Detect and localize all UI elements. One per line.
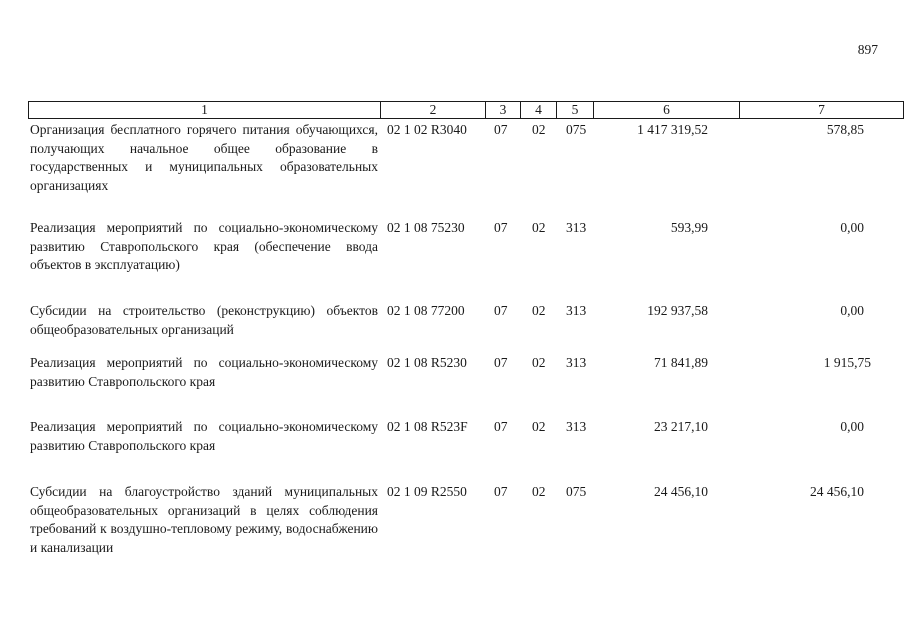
row-description: Субсидии на благоустройство зданий муниципальных общеобразовательных организаций в целях соблюдения требований к воздушно-тепловому режиму, водоснабжению и канализации [30, 484, 378, 555]
row-section: 07 [494, 355, 508, 370]
row-expense-type: 075 [566, 484, 587, 499]
row-section: 07 [494, 122, 508, 137]
row-section: 07 [494, 220, 508, 235]
column-header-2: 2 [381, 102, 486, 119]
column-header-4: 4 [521, 102, 557, 119]
row-code: 02 1 09 R2550 [387, 484, 467, 499]
row-expense-type: 075 [566, 122, 587, 137]
row-subsection: 02 [532, 355, 546, 370]
row-subsection: 02 [532, 419, 546, 434]
row-description: Организация бесплатного горячего питания обучающихся, получающих начальное общее образование в государственных и муниципальных образовательных организациях [30, 122, 378, 193]
column-header-row [29, 102, 904, 119]
row-code: 02 1 02 R3040 [387, 122, 467, 137]
column-header-1: 1 [29, 102, 381, 119]
row-expense-type: 313 [566, 355, 587, 370]
row-planned-amount: 24 456,10 [654, 484, 708, 499]
row-code: 02 1 08 77200 [387, 303, 465, 318]
row-description: Реализация мероприятий по социально-экономическому развитию Ставропольского края (обеспечение ввода объектов в эксплуатацию) [30, 220, 378, 272]
row-expense-type: 313 [566, 220, 587, 235]
column-header-5: 5 [557, 102, 594, 119]
column-header-table [28, 101, 904, 119]
row-expense-type: 313 [566, 419, 587, 434]
row-description: Реализация мероприятий по социально-экономическому развитию Ставропольского края [30, 419, 378, 453]
row-executed-amount: 578,85 [826, 122, 864, 137]
row-executed-amount: 0,00 [840, 303, 864, 318]
column-header-3: 3 [486, 102, 521, 119]
row-executed-amount: 24 456,10 [810, 484, 864, 499]
row-expense-type: 313 [566, 303, 587, 318]
row-section: 07 [494, 303, 508, 318]
row-executed-amount: 0,00 [840, 220, 864, 235]
row-planned-amount: 1 417 319,52 [637, 122, 708, 137]
column-header-7: 7 [740, 102, 904, 119]
row-description: Субсидии на строительство (реконструкцию) объектов общеобразовательных организаций [30, 303, 378, 337]
row-subsection: 02 [532, 122, 546, 137]
row-subsection: 02 [532, 303, 546, 318]
row-section: 07 [494, 419, 508, 434]
row-planned-amount: 23 217,10 [654, 419, 708, 434]
row-code: 02 1 08 R523F [387, 419, 468, 434]
row-subsection: 02 [532, 484, 546, 499]
page-number: 897 [857, 42, 878, 57]
row-executed-amount: 0,00 [840, 419, 864, 434]
row-planned-amount: 71 841,89 [654, 355, 708, 370]
row-executed-amount: 1 915,75 [823, 355, 871, 370]
row-description: Реализация мероприятий по социально-экономическому развитию Ставропольского края [30, 355, 378, 389]
row-subsection: 02 [532, 220, 546, 235]
row-code: 02 1 08 75230 [387, 220, 465, 235]
row-planned-amount: 192 937,58 [647, 303, 708, 318]
row-planned-amount: 593,99 [670, 220, 708, 235]
row-section: 07 [494, 484, 508, 499]
row-code: 02 1 08 R5230 [387, 355, 467, 370]
column-header-6: 6 [594, 102, 740, 119]
